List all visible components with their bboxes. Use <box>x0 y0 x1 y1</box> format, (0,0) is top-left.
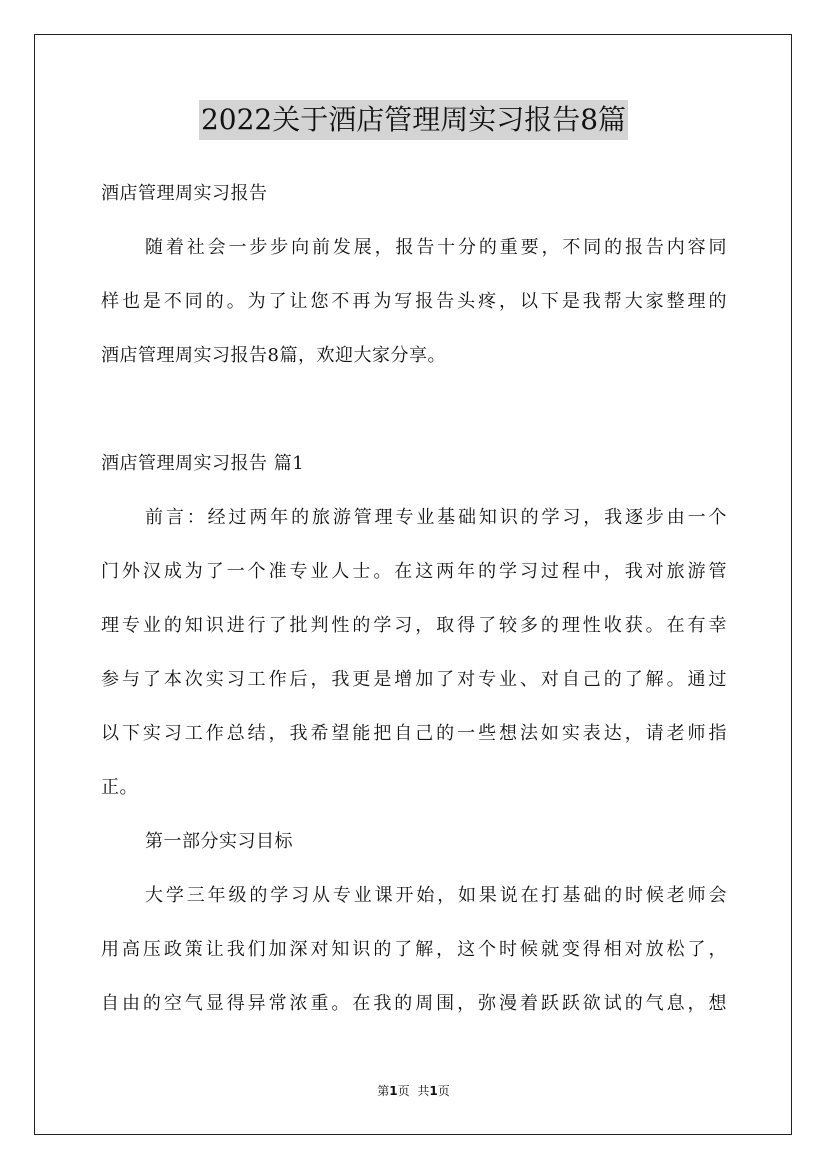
paragraph-line: 门外汉成为了一个准专业人士。在这两年的学习过程中，我对旅游管 <box>101 561 727 582</box>
paragraph-line: 前言：经过两年的旅游管理专业基础知识的学习，我逐步由一个 <box>145 507 727 528</box>
paragraph-line: 随着社会一步步向前发展，报告十分的重要，不同的报告内容同 <box>145 237 727 258</box>
footer-total-prefix: 共 <box>417 1084 430 1098</box>
paragraph-line: 酒店管理周实习报告8篇，欢迎大家分享。 <box>101 345 446 366</box>
paragraph-line: 理专业的知识进行了批判性的学习，取得了较多的理性收获。在有幸 <box>101 615 727 636</box>
heading-intro: 酒店管理周实习报告 <box>101 183 268 204</box>
page-footer <box>0 1083 827 1099</box>
paragraph-line: 用高压政策让我们加深对知识的了解，这个时候就变得相对放松了， <box>101 939 727 960</box>
title-container <box>0 100 827 140</box>
document-title: 2022关于酒店管理周实习报告8篇 <box>199 100 628 140</box>
subsection-heading: 第一部分实习目标 <box>145 831 293 852</box>
paragraph-line: 自由的空气显得异常浓重。在我的周围，弥漫着跃跃欲试的气息，想 <box>101 993 727 1014</box>
paragraph-line: 正。 <box>101 777 138 798</box>
paragraph-line: 大学三年级的学习从专业课开始，如果说在打基础的时候老师会 <box>145 885 727 906</box>
section-heading: 酒店管理周实习报告 篇1 <box>101 453 305 474</box>
footer-page-prefix: 第 <box>377 1084 390 1098</box>
paragraph-line: 参与了本次实习工作后，我更是增加了对专业、对自己的了解。通过 <box>101 669 727 690</box>
paragraph-line: 以下实习工作总结，我希望能把自己的一些想法如实表达，请老师指 <box>101 723 727 744</box>
footer-page-number: 1 <box>389 1084 398 1098</box>
paragraph-line: 样也是不同的。为了让您不再为写报告头疼，以下是我帮大家整理的 <box>101 291 727 312</box>
footer-total-unit: 页 <box>437 1084 450 1098</box>
footer-page-unit: 页 <box>397 1084 410 1098</box>
footer-total-number: 1 <box>429 1084 438 1098</box>
